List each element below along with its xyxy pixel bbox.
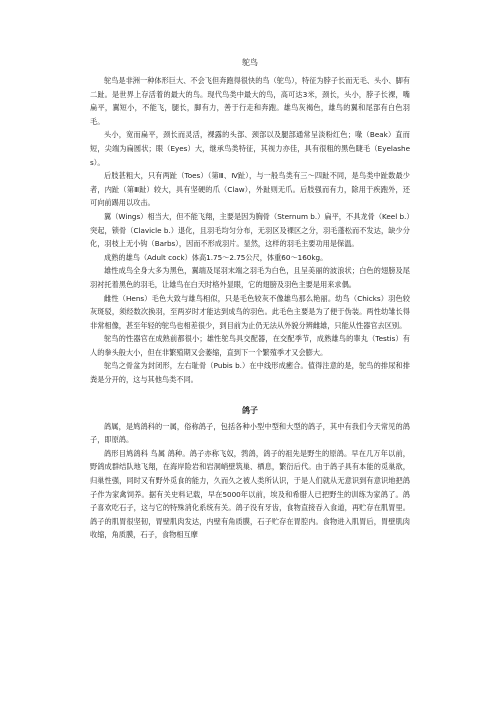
ostrich-paragraph-2: 头小，宽而扁平，颈长而灵活，裸露的头部、颈部以及腿部通常呈淡粉红色；喙（Beak）直而短，尖端为扁圆状；眼（Eyes）大，继承鸟类特征，其视力亦佳，具有很粗的黑色睫毛（Eyelashes）。	[90, 130, 410, 167]
ostrich-paragraph-5: 成熟的雄鸟（Adult cock）体高1.75～2.75公尺，体重60～160kg。	[104, 252, 328, 262]
ostrich-title: 鸵鸟	[242, 58, 258, 67]
ostrich-paragraph-6: 雄性成鸟全身大多为黑色，翼端及尾羽末端之羽毛为白色，且呈美丽的波浪状；白色的翅膀及尾羽衬托着黑色的羽毛，让雄鸟在白天时格外显眼，它的翅膀及羽色主要是用来求偶。	[90, 266, 410, 289]
pigeon-paragraph-1: 鸽属，是鸠鸽科的一属，俗称鸽子，包括各种小型中型和大型的鸽子，其中有我们今天常见的鸽子，即原鸽。	[90, 421, 410, 445]
ostrich-paragraph-7: 雌性（Hens）毛色大致与雄鸟相似，只是毛色较灰不像雄鸟那么艳丽。幼鸟（Chicks）羽色较灰斑驳，须经数次换羽，至两岁时才能达到成鸟的羽色。此毛色主要是为了便于伪装。两性幼雏长得非常相像，甚至年轻的鸵鸟也相差很少，到目前为止仍无法从外貌分辨雌雄，只能从性器官去区别。	[90, 293, 410, 330]
ostrich-paragraph-1: 鸵鸟是非洲一种体形巨大、不会飞但奔跑得很快的鸟（鸵鸟），特征为脖子长而无毛、头小、脚有二趾。是世界上存活着的最大的鸟。现代鸟类中最大的鸟，高可达3米，颈长，头小，脖子长裸，嘴扁平，翼短小，不能飞，腿长，脚有力，善于行走和奔跑。雄鸟灰褐色，雄鸟的翼和尾部有白色羽毛。	[90, 76, 410, 126]
ostrich-paragraph-4: 翼（Wings）相当大，但不能飞翔，主要是因为胸骨（Sternum b.）扁平，不具龙骨（Keel b.）突起，锁骨（Clavicle b.）退化，且羽毛均匀分布，无羽区及裸区之分，羽毛蓬松而不发达，缺少分化，羽枝上无小钩（Barbs），因而不形成羽片。显然，这样的羽毛主要功用是保温。	[90, 211, 410, 249]
ostrich-paragraph-3: 后肢甚粗大，只有两趾（Toes）（第Ⅲ、Ⅳ趾），与一般鸟类有三～四趾不同，是鸟类中趾数最少者，内趾（第Ⅲ趾）较大，具有坚硬的爪（Claw），外趾则无爪。后肢强而有力，除用于疾跑外，还可向前踢用以攻击。	[90, 171, 410, 208]
ostrich-paragraph-8: 鸵鸟的性器官在成熟前都很小；雄性鸵鸟具交配器，在交配季节，成熟雄鸟的睾丸（Testis）有人的拳头般大小，但在非繁殖期又会萎缩，直到下一个繁殖季才又会膨大。	[90, 334, 410, 357]
pigeon-title: 鸽子	[242, 405, 258, 415]
ostrich-paragraph-9: 鸵鸟之骨盆为封闭形，左右耻骨（Pubis b.）在中线形成癒合。值得注意的是，鸵鸟的排尿和排粪是分开的，这与其他鸟类不同。	[90, 361, 410, 385]
pigeon-paragraph-2: 鸽形目鸠鸽科 鸟属 鸽种。鸽子亦称飞奴，鹁鸽，鸽子的祖先是野生的原鸽。早在几万年以前，野鸽成群结队地飞翔，在海岸险岩和岩洞峭壁筑巢、栖息，繁衍后代。由于鸽子具有本能的觅巢欲，归巢性强，同时又有野外觅食的能力，久而久之被人类所认识，于是人们就从无意识到有意识地把鸽子作为家禽饲养。据有关史料记载，早在5000年以前，埃及和希腊人已把野生的训练为家鸽了。鸽子喜欢吃石子，这与它的特殊消化系统有关。鸽子没有牙齿，食物直接吞入食道，再贮存在肌胃里。鸽子的肌胃很坚韧，胃壁肌肉发达，内壁有角质膜，石子贮存在胃腔内。食物进入肌胃后，胃壁肌肉收缩，角质膜，石子，食物相互摩	[90, 448, 410, 540]
